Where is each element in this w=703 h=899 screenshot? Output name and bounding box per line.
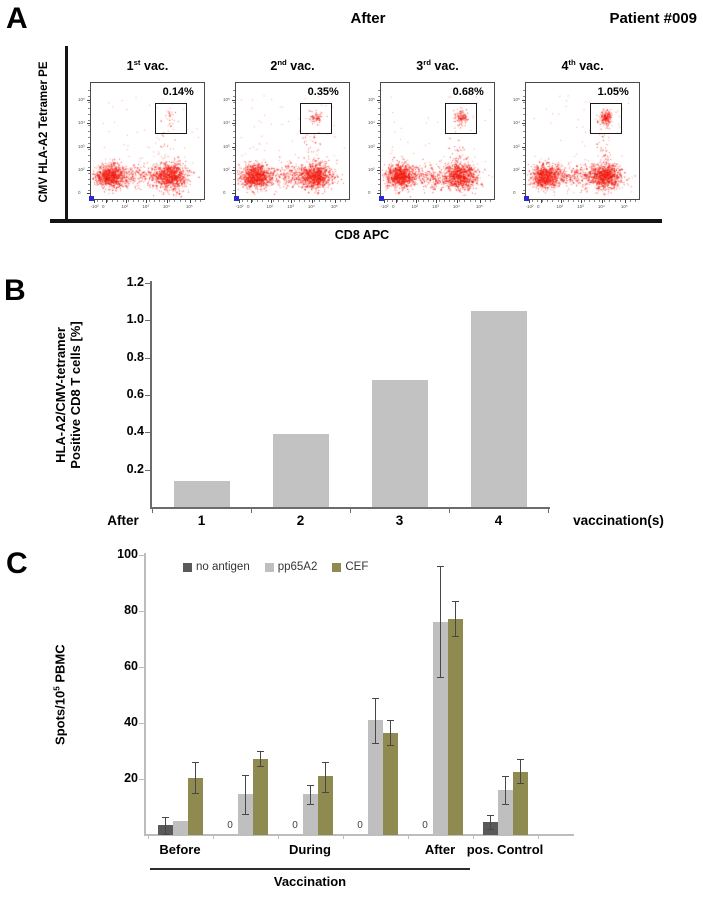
flow-plot-title-text: vac.	[575, 59, 604, 74]
error-bar-cap-bottom	[487, 829, 494, 830]
flow-plot-title-number: 2	[270, 59, 278, 74]
flow-plot-title-number: 3	[416, 59, 424, 74]
y-axis-micro-label: 10⁵	[513, 96, 520, 102]
x-axis-micro-label: 10⁴	[162, 204, 170, 209]
panel-c-x-category-label: After	[424, 842, 456, 857]
panel-c-y-tick-label: 40	[124, 715, 138, 729]
flow-plot-title-text: vac.	[140, 59, 169, 74]
panel-c-y-axis-label-prefix: Spots/10	[52, 690, 68, 745]
y-axis-micro-label: 0	[368, 189, 371, 195]
error-bar-cap-top	[437, 566, 444, 567]
panel-a-label: A	[6, 2, 28, 35]
error-bar-cap-bottom	[162, 834, 169, 835]
gate-percentage: 0.35%	[307, 86, 339, 99]
y-axis-micro-label: 0	[78, 189, 81, 195]
panel-c-y-tick-label: 20	[124, 771, 138, 785]
x-axis-micro-label: 10⁵	[185, 204, 193, 209]
panel-c-x-category-label: pos. Control	[466, 842, 544, 857]
y-axis-micro-label: 10⁴	[223, 120, 230, 126]
error-bar-cap-bottom	[517, 783, 524, 784]
zero-value-label: 0	[357, 820, 363, 831]
y-axis-micro-label: 10³	[368, 143, 375, 149]
panel-a-x-axis-label: CD8 APC	[334, 228, 390, 242]
panel-c-y-tick	[139, 779, 144, 780]
panel-b-y-axis-label-line1: HLA-A2/CMV-tetramer	[53, 327, 68, 463]
flow-plot-title-number: 4	[561, 59, 569, 74]
x-axis-micro-label: 0	[391, 204, 395, 209]
y-axis-micro-label: 10⁵	[368, 96, 375, 102]
zero-value-label: 0	[422, 820, 428, 831]
panel-c-x-category-label: Before	[159, 842, 201, 857]
x-axis-micro-label: 10³	[142, 204, 149, 209]
panel-c-y-tick	[139, 555, 144, 556]
error-bar-cap-bottom	[242, 814, 249, 815]
panel-b-x-category-label: 1	[197, 513, 206, 528]
y-axis-micro-label: 10⁴	[368, 120, 375, 126]
x-axis-micro-label: 10²	[411, 204, 419, 209]
panel-b-y-tick-label: 0.2	[126, 461, 144, 476]
error-bar-cap-bottom	[387, 745, 394, 746]
error-bar-cap-bottom	[257, 766, 264, 767]
error-bar-line	[505, 776, 506, 804]
panel-b-y-tick-label: 0.8	[126, 349, 144, 364]
patient-id-label: Patient #009	[609, 10, 697, 27]
error-bar-line	[310, 785, 311, 805]
gate-percentage: 0.68%	[452, 86, 484, 99]
panel-b-y-axis-label-line2: Positive CD8 T cells [%]	[68, 321, 83, 469]
error-bar-cap-top	[322, 762, 329, 763]
panel-c-x-category-label: During	[289, 842, 331, 857]
error-bar-cap-bottom	[502, 804, 509, 805]
error-bar-cap-top	[502, 776, 509, 777]
panel-a-y-axis-label: CMV HLA-A2 Tetramer PE	[38, 61, 50, 203]
y-axis-micro-label: 10⁴	[78, 120, 85, 126]
gate-percentage: 0.14%	[162, 86, 194, 99]
x-axis-micro-label: 10²	[556, 204, 564, 209]
x-axis-micro-label: 10³	[432, 204, 439, 209]
y-axis-micro-label: 10⁵	[223, 96, 230, 102]
panel-c-x-tick	[473, 835, 474, 839]
panel-c-x-tick	[538, 835, 539, 839]
y-axis-micro-label: 10⁵	[78, 96, 85, 102]
panel-c-bar	[253, 759, 268, 835]
error-bar-cap-top	[192, 762, 199, 763]
flow-plot-title-text: vac.	[430, 59, 459, 74]
panel-b-y-tick-label: 1.0	[126, 312, 144, 327]
y-axis-micro-label: 10⁴	[513, 120, 520, 126]
panel-c-y-tick-label: 100	[117, 547, 138, 561]
gate-percentage: 1.05%	[597, 86, 629, 99]
panel-c-y-tick-label: 60	[124, 659, 138, 673]
x-axis-micro-label: 10⁵	[330, 204, 338, 209]
error-bar-cap-bottom	[307, 804, 314, 805]
error-bar-cap-top	[372, 698, 379, 699]
error-bar-cap-top	[517, 759, 524, 760]
panel-c-bar	[383, 733, 398, 835]
zero-value-label: 0	[292, 820, 298, 831]
x-axis-micro-label: 10⁴	[597, 204, 605, 209]
error-bar-cap-bottom	[322, 792, 329, 793]
error-bar-cap-bottom	[372, 743, 379, 744]
flow-plot-title-ordinal: rd	[423, 58, 431, 67]
error-bar-line	[390, 720, 391, 745]
x-axis-micro-label: 10²	[266, 204, 274, 209]
panel-c-x-tick	[343, 835, 344, 839]
x-axis-micro-label: 10⁴	[307, 204, 315, 209]
panel-b-y-tick-label: 1.2	[126, 275, 144, 289]
x-axis-micro-label: -10²	[235, 204, 244, 209]
y-axis-micro-label: 0	[513, 189, 516, 195]
y-axis-micro-label: 10³	[513, 143, 520, 149]
y-axis-micro-label: 0	[223, 189, 226, 195]
error-bar-cap-top	[387, 720, 394, 721]
legend-label: CEF	[345, 561, 369, 573]
legend-label: pp65A2	[277, 561, 318, 573]
panel-b-x-category-label: 3	[395, 513, 404, 528]
panel-b-x-label-after: After	[107, 513, 139, 528]
panel-c-y-tick	[139, 611, 144, 612]
x-axis-micro-label: -10²	[525, 204, 534, 209]
flow-plot-title-ordinal: th	[568, 58, 576, 67]
panel-c-y-axis-label-superscript: 5	[52, 686, 62, 691]
vaccination-bracket-label: Vaccination	[273, 874, 347, 889]
panel-b-y-tick-label: 0.4	[126, 424, 144, 439]
error-bar-line	[195, 762, 196, 793]
error-bar-line	[165, 817, 166, 834]
x-axis-micro-label: 10²	[121, 204, 129, 209]
y-axis-micro-label: 10³	[223, 143, 230, 149]
x-axis-micro-label: -10²	[380, 204, 389, 209]
flow-plot-title-number: 1	[126, 59, 134, 74]
error-bar-line	[455, 601, 456, 636]
error-bar-cap-top	[307, 785, 314, 786]
legend-label: no antigen	[196, 561, 250, 573]
panel-c-bar	[448, 619, 463, 835]
x-axis-micro-label: 10⁵	[475, 204, 483, 209]
panel-c-x-tick	[408, 835, 409, 839]
zero-value-label: 0	[227, 820, 233, 831]
panel-c-y-axis-label-suffix: PBMC	[52, 644, 68, 687]
panel-b-x-category-label: 4	[494, 513, 503, 528]
flow-plot-title-ordinal: nd	[277, 58, 287, 67]
error-bar-cap-bottom	[192, 793, 199, 794]
error-bar-line	[490, 815, 491, 829]
error-bar-line	[520, 759, 521, 783]
error-bar-cap-top	[162, 817, 169, 818]
y-axis-micro-label: 10³	[78, 143, 85, 149]
x-axis-micro-label: 0	[246, 204, 250, 209]
x-axis-micro-label: -10²	[90, 204, 99, 209]
panel-c-y-tick	[139, 723, 144, 724]
flow-plot-title-ordinal: st	[133, 58, 141, 67]
panel-b-x-category-label: 2	[296, 513, 305, 528]
error-bar-cap-top	[257, 751, 264, 752]
flow-plot-title-text: vac.	[286, 59, 315, 74]
panel-b-y-tick-label: 0.6	[126, 387, 144, 401]
panel-c-bar	[173, 821, 188, 835]
y-axis-micro-label: 10²	[223, 167, 230, 173]
panel-c-x-tick	[213, 835, 214, 839]
x-axis-micro-label: 10⁴	[452, 204, 460, 209]
error-bar-cap-top	[242, 775, 249, 776]
panel-c-x-tick	[148, 835, 149, 839]
y-axis-micro-label: 10²	[513, 167, 520, 173]
error-bar-cap-top	[487, 815, 494, 816]
error-bar-cap-bottom	[437, 677, 444, 678]
error-bar-line	[375, 698, 376, 743]
panel-c-label: C	[6, 547, 28, 580]
x-axis-micro-label: 10³	[287, 204, 294, 209]
y-axis-micro-label: 10²	[78, 167, 85, 173]
panel-c-x-tick	[278, 835, 279, 839]
error-bar-line	[325, 762, 326, 791]
panel-b-x-label-vaccinations: vaccination(s)	[573, 513, 664, 528]
x-axis-micro-label: 0	[536, 204, 540, 209]
y-axis-micro-label: 10²	[368, 167, 375, 173]
x-axis-micro-label: 10³	[577, 204, 584, 209]
x-axis-micro-label: 10⁵	[620, 204, 628, 209]
panel-a-header-title: After	[350, 10, 386, 27]
error-bar-line	[440, 566, 441, 677]
error-bar-cap-top	[452, 601, 459, 602]
panel-c-y-tick	[139, 667, 144, 668]
panel-c-y-tick-label: 80	[124, 603, 138, 617]
x-axis-micro-label: 0	[101, 204, 105, 209]
panel-b-label: B	[4, 274, 26, 307]
error-bar-line	[245, 775, 246, 814]
error-bar-cap-bottom	[452, 636, 459, 637]
error-bar-line	[260, 751, 261, 766]
